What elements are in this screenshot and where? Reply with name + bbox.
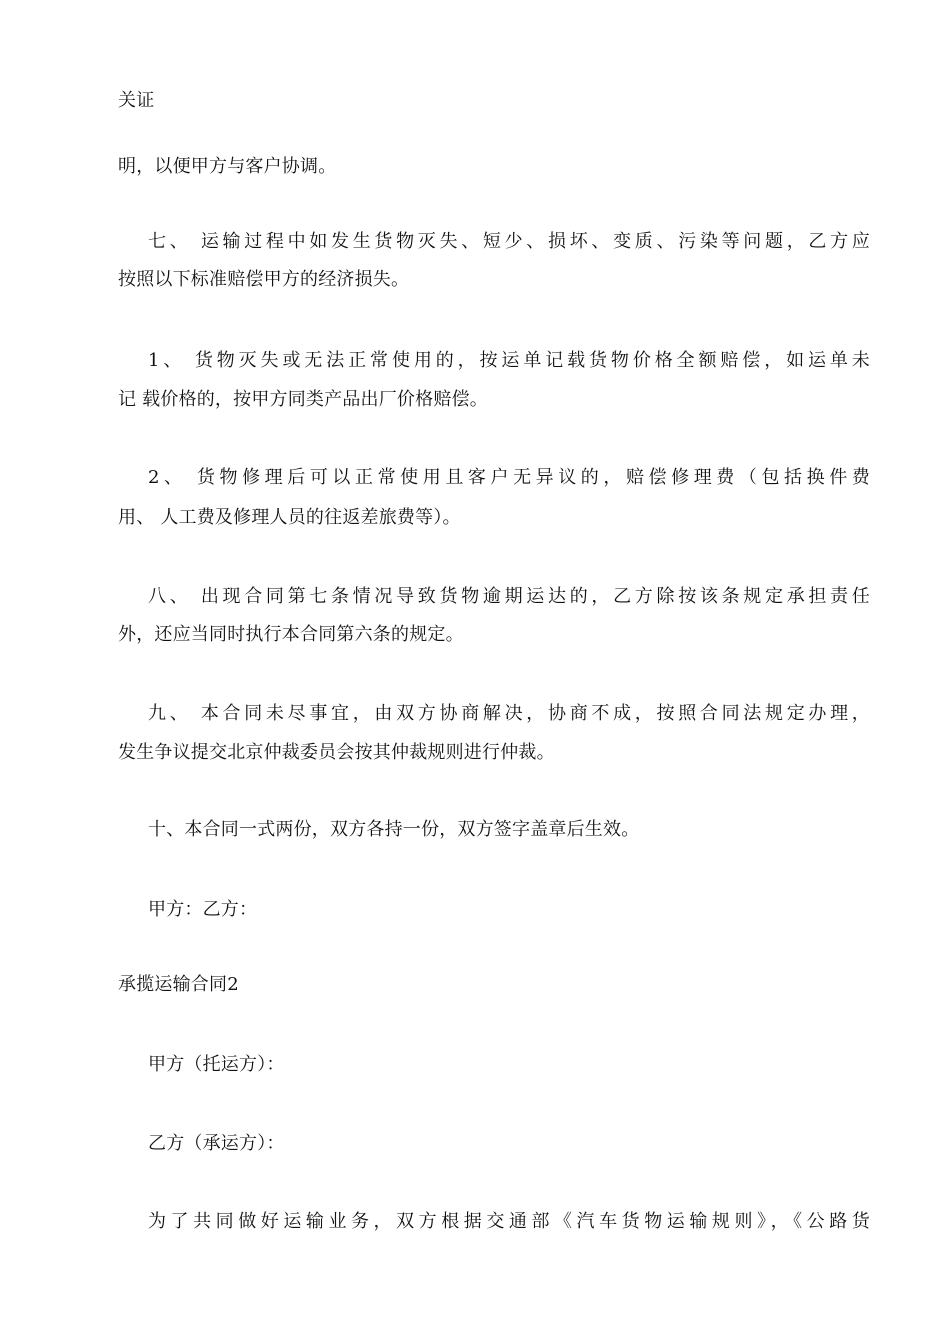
- item-2-line-1: 2、 货物修理后可以正常使用且客户无异议的，赔偿修理费（包括换件费: [148, 467, 870, 488]
- preamble-line-1: 为了共同做好运输业务，双方根据交通部《汽车货物运输规则》，《公路货: [148, 1211, 870, 1232]
- item-2-line-2: 用、 人工费及修理人员的往返差旅费等）。: [118, 507, 461, 528]
- contract-title: 承揽运输合同2: [118, 974, 239, 995]
- clause-9-line-2: 发生争议提交北京仲裁委员会按其仲裁规则进行仲裁。: [118, 742, 555, 763]
- clause-10: 十、本合同一式两份，双方各持一份，双方签字盖章后生效。: [148, 819, 640, 840]
- text-line: 关证: [118, 90, 155, 111]
- clause-7-line-1: 七、 运输过程中如发生货物灭失、短少、损坏、变质、污染等问题，乙方应: [148, 231, 870, 252]
- item-1-line-1: 1、 货物灭失或无法正常使用的，按运单记载货物价格全额赔偿，如运单未: [148, 350, 870, 371]
- clause-8-line-1: 八、 出现合同第七条情况导致货物逾期运达的，乙方除按该条规定承担责任: [148, 586, 870, 607]
- party-b-label: 乙方（承运方）：: [148, 1133, 285, 1154]
- item-1-line-2: 记 载价格的，按甲方同类产品出厂价格赔偿。: [118, 389, 488, 410]
- signature-line: 甲方：乙方：: [148, 899, 258, 920]
- clause-8-line-2: 外，还应当同时执行本合同第六条的规定。: [118, 624, 464, 645]
- clause-9-line-1: 九、 本合同未尽事宜，由双方协商解决，协商不成，按照合同法规定办理，: [148, 703, 870, 724]
- text-line: 明，以便甲方与客户协调。: [118, 156, 337, 177]
- party-a-label: 甲方（托运方）：: [148, 1054, 285, 1075]
- clause-7-line-2: 按照以下标准赔偿甲方的经济损失。: [118, 269, 410, 290]
